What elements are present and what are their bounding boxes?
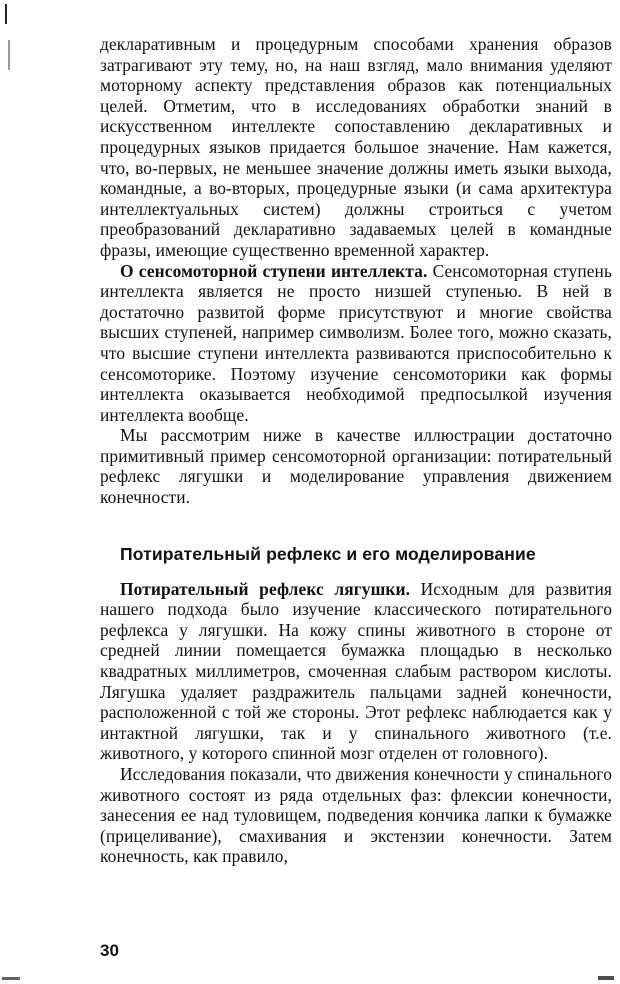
paragraph-1 <box>100 34 612 261</box>
paragraph-2-text: Сенсомоторная ступень интеллекта является не просто низшей ступенью. В ней в достаточно развитой форме присутствуют и многие свойства высших ступеней, например символизм. Более того, можно сказать, что высшие ступени интеллекта развиваются приспособительно к сенсомоторике. Поэтому изучение сенсомоторики как формы интеллекта оказывается необходимой предпосылкой изучения интеллекта вообще. <box>100 260 612 425</box>
paragraph-3 <box>100 425 612 507</box>
paragraph-5 <box>100 764 612 867</box>
scan-mark-bottom-right <box>598 976 614 980</box>
paragraph-2-heading: О сенсомоторной ступени интеллекта. <box>120 260 428 281</box>
paragraph-4 <box>100 579 612 764</box>
paragraph-4-heading: Потирательный рефлекс лягушки. <box>120 578 411 599</box>
paragraph-5-text: Исследования показали, что движения конечности у спинального животного состоят из ряда отдельных фаз: флексии конечности, занесения ее над туловищем, подведения кончика лапки к бумажке (прицеливание), смахивания и экстензии конечности. Затем конечность, как правило, <box>100 764 612 867</box>
page-body <box>100 34 612 867</box>
paragraph-2 <box>100 261 612 426</box>
scan-mark-bottom-left <box>2 977 20 980</box>
paragraph-4-text: Исходным для развития нашего подхода было изучение классического потирательного рефлекса у лягушки. На кожу спины животного в стороне от средней линии помещается бумажка площадью в несколько квадратных миллиметров, смоченная слабым раствором кислоты. Лягушка удаляет раздражитель пальцами задней конечности, расположенной с той же стороны. Этот рефлекс наблюдается как у интактной лягушки, так и у спинального животного (т.е. животного, у которого спинной мозг отделен от головного). <box>100 578 612 764</box>
page-number: 30 <box>100 941 119 960</box>
scan-mark-top-left <box>5 4 7 24</box>
paragraph-1-text: декларативным и процедурным способами хранения образов затрагивают эту тему, но, на наш взгляд, мало внимания уделяют моторному аспекту представления образов как потенциальных целей. Отметим, что в исследованиях обработки знаний в искусственном интеллекте сопоставлению декларативных и процедурных языков придается большое значение. Нам кажется, что, во-первых, не меньшее значение должны иметь языки выхода, командные, а во-вторых, процедурные языки (и сама архитектура интеллектуальных систем) должны строиться с учетом преобразований декларативно задаваемых целей в командные фразы, имеющие существенно временной характер. <box>100 34 612 260</box>
paragraph-3-text: Мы рассмотрим ниже в качестве иллюстрации достаточно примитивный пример сенсомоторной организации: потирательный рефлекс лягушки и моделирование управления движением конечности. <box>100 425 612 508</box>
scan-mark-left-dots <box>8 40 10 70</box>
section-title: Потирательный рефлекс и его моделирование <box>120 543 536 564</box>
